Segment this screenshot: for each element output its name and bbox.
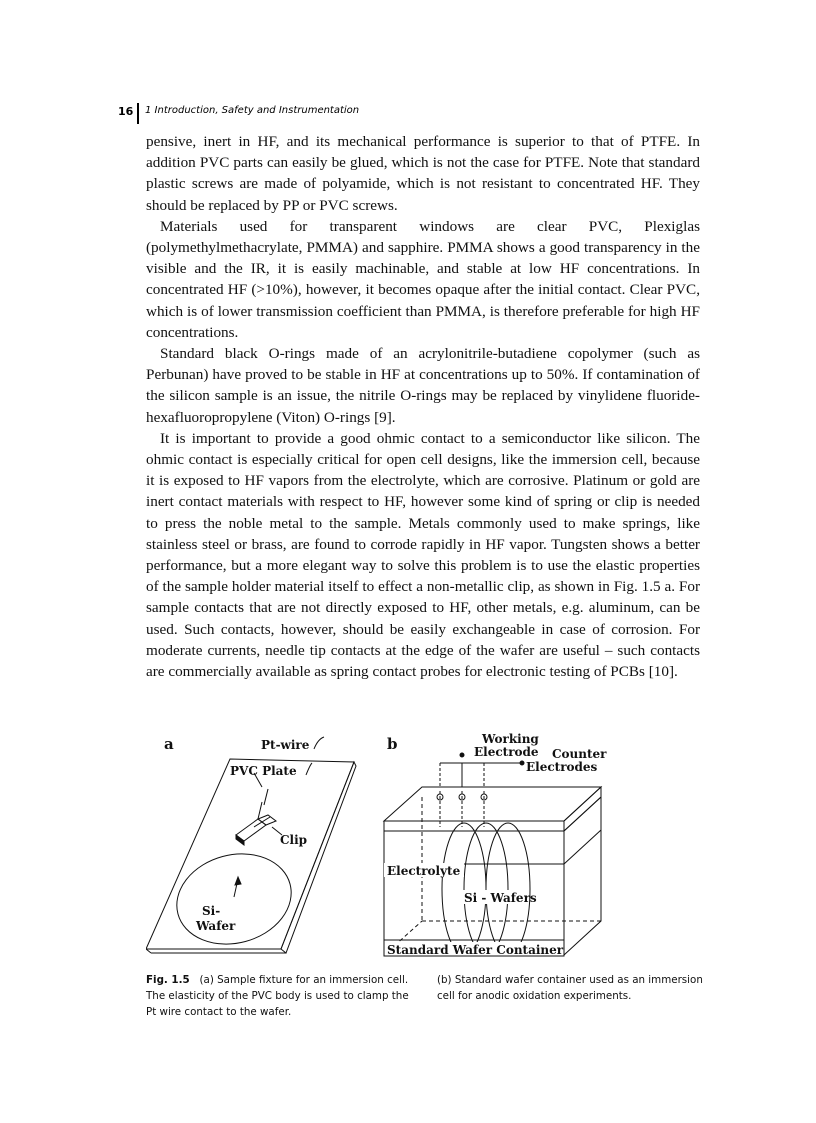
figure-caption-right: [437, 972, 707, 1004]
body-text: [146, 131, 700, 682]
container-label: Standard Wafer Container: [387, 943, 564, 957]
caption-a: (a) Sample fixture for an immersion cell. The elasticity of the PVC body is used to clamp the Pt wire contact to the wafer.: [146, 974, 409, 1018]
figure-drawing: [146, 727, 702, 959]
clip-shape: [236, 789, 276, 845]
figure-1-5: [146, 727, 702, 959]
counter-label: Counter: [552, 747, 607, 761]
clip-line: [254, 817, 270, 827]
paragraph: Materials used for transparent windows are clear PVC, Plexiglas (polymethylmethacrylate, PMMA) and sapphire. PMMA shows a good transparency in the visible and the IR, it is easily machinable, and stable at low HF concentrations. In concentrated HF (>10%), however, it becomes opaque after the initial contact. Clear PVC, which is of lower transmission coefficient than PMMA, is therefore preferable for high HF concentrations.: [146, 217, 700, 341]
clip-front: [236, 835, 244, 845]
paragraph: Standard black O-rings made of an acrylonitrile-butadiene copolymer (such as Perbunan) have proved to be stable in HF at concentrations up to 50%. If contamination of the silicon sample is an issue, the nitrile O-rings may be replaced by vinylidene fluoride-hexafluoropropylene (Viton) O-rings [9].: [146, 345, 700, 426]
container-rim-side: [564, 787, 601, 831]
wafer-label: Wafer: [196, 919, 236, 933]
electrodes-label: Electrodes: [526, 760, 598, 774]
panel-b-label: b: [387, 735, 398, 753]
terminal-dot: [460, 753, 464, 757]
working-label: Working: [482, 732, 539, 746]
container-top-rim: [384, 787, 601, 821]
page-number: 16: [118, 105, 134, 118]
clip-tab: [258, 815, 276, 825]
si-label: Si-: [202, 904, 221, 918]
terminal-dot: [520, 761, 524, 765]
clip-label: Clip: [280, 833, 308, 847]
plate-edge: [146, 949, 151, 953]
wafer-arrow-head: [235, 877, 241, 885]
pvc-leader: [306, 763, 312, 775]
pt-wire-label: Pt-wire: [261, 738, 310, 752]
pt-wire-leader: [314, 737, 324, 749]
pvc-plate-side: [281, 762, 356, 953]
pt-wire-segment: [264, 789, 268, 805]
container-body-side: [564, 797, 601, 955]
header-rule: [137, 103, 139, 124]
electrolyte-level: [564, 830, 601, 864]
panel-a-label: a: [164, 735, 174, 753]
caption-b: (b) Standard wafer container used as an immersion cell for anodic oxidation experiments.: [437, 974, 703, 1002]
si-wafer-shape: [167, 841, 302, 956]
pt-wire-segment: [258, 802, 262, 819]
electrolyte-label: Electrolyte: [387, 864, 461, 878]
figure-caption-left: [146, 972, 410, 1020]
pvc-plate-label: PVC Plate: [230, 764, 297, 778]
si-wafers-label: Si - Wafers: [464, 891, 537, 905]
paragraph: It is important to provide a good ohmic contact to a semiconductor like silicon. The ohmic contact is especially critical for open cell designs, like the immersion cell, because it is exposed to HF vapors from the electrolyte, which are corrosive. Platinum or gold are inert contact materials with respect to HF, however some kind of spring or clip is needed to press the noble metal to the sample. Metals commonly used to make springs, like stainless steel or brass, are found to corrode rapidly in HF vapor. Tungsten shows a better performance, but a more elegant way to solve this problem is to use the elastic properties of the sample holder material itself to effect a non-metallic clip, as shown in Fig. 1.5 a. For sample contacts that are not directly exposed to HF, other metals, e.g. aluminum, can be used. Such contacts, however, should be easily exchangeable in case of corrosion. For moderate currents, needle tip contacts at the edge of the wafer are useful – such contacts are commercially available as spring contact probes for electronic testing of PCBs [10].: [146, 429, 700, 681]
panel-b: [384, 753, 601, 955]
running-title: 1 Introduction, Safety and Instrumentation: [145, 105, 360, 116]
figure-label: Fig. 1.5: [146, 974, 190, 986]
electrode-label: Electrode: [474, 745, 539, 759]
paragraph: pensive, inert in HF, and its mechanical performance is superior to that of PTFE. In addition PVC parts can easily be glued, which is not the case for PTFE. Note that standard plastic screws are made of polyamide, which is not resistant to concentrated HF. They should be replaced by PP or PVC screws.: [146, 133, 700, 214]
